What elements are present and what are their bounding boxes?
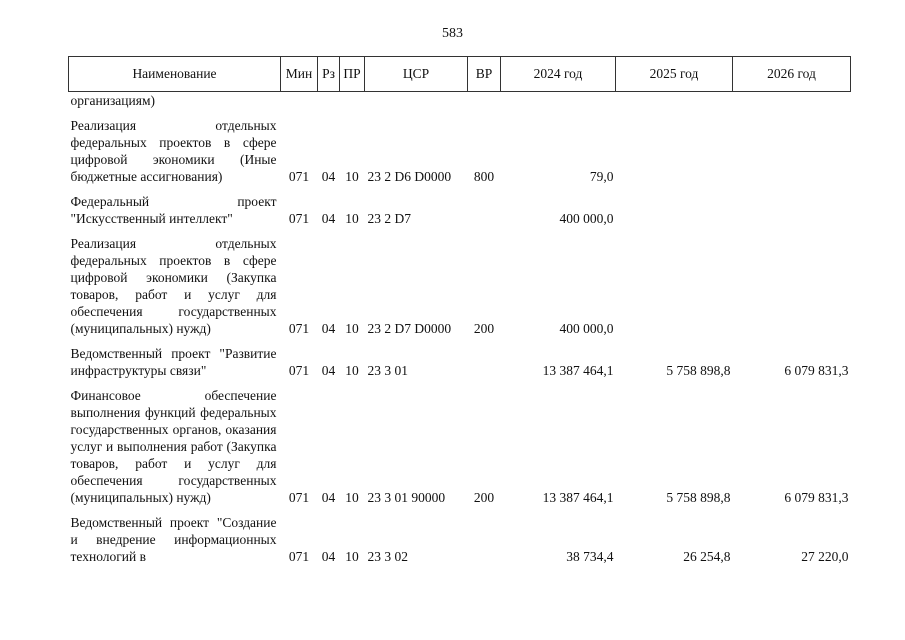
cell-name: Ведомственный проект "Развитие инфраструктуры связи" bbox=[70, 346, 277, 378]
cell-csr: 23 3 01 90000 bbox=[367, 490, 446, 505]
table-row bbox=[69, 514, 851, 565]
cell-min: 071 bbox=[288, 169, 310, 184]
cell-rz: 04 bbox=[321, 490, 336, 505]
table-row bbox=[69, 92, 851, 110]
row-spacer-cell bbox=[69, 506, 851, 514]
cell-rz: 04 bbox=[321, 169, 336, 184]
cell-csr: 23 3 02 bbox=[367, 549, 408, 564]
cell-y2024: 13 387 464,1 bbox=[542, 490, 614, 505]
budget-table bbox=[68, 56, 851, 565]
cell-y2024: 400 000,0 bbox=[559, 211, 614, 226]
cell-name: Финансовое обеспечение выполнения функций федеральных государственных органов, оказания услуг и выполнения работ (Закупка товаров, работ и услуг для обеспечения государственных (муниципальных) нужд) bbox=[70, 388, 277, 505]
row-spacer bbox=[69, 185, 851, 193]
cell-y2026 bbox=[733, 92, 851, 110]
cell-csr: 23 2 D7 bbox=[367, 211, 411, 226]
cell-min: 071 bbox=[288, 363, 310, 378]
cell-min: 071 bbox=[288, 549, 310, 564]
cell-min: 071 bbox=[288, 321, 310, 336]
cell-pr: 10 bbox=[345, 211, 359, 226]
cell-csr: 23 3 01 bbox=[367, 363, 408, 378]
cell-rz: 04 bbox=[321, 211, 336, 226]
cell-y2025 bbox=[616, 117, 733, 185]
cell-y2026: 27 220,0 bbox=[801, 549, 849, 564]
cell-name: организациям) bbox=[70, 93, 156, 108]
cell-y2025: 5 758 898,8 bbox=[666, 490, 731, 505]
cell-name: Реализация отдельных федеральных проектов в сфере цифровой экономики (Иные бюджетные ассигнования) bbox=[70, 118, 277, 184]
cell-csr: 23 2 D7 D0000 bbox=[367, 321, 452, 336]
cell-y2025 bbox=[616, 193, 733, 227]
cell-y2026: 6 079 831,3 bbox=[784, 490, 849, 505]
cell-y2026: 6 079 831,3 bbox=[784, 363, 849, 378]
row-spacer bbox=[69, 109, 851, 117]
row-spacer bbox=[69, 379, 851, 387]
cell-rz: 04 bbox=[321, 549, 336, 564]
cell-y2024: 400 000,0 bbox=[559, 321, 614, 336]
cell-y2025: 26 254,8 bbox=[683, 549, 731, 564]
cell-vr: 800 bbox=[473, 169, 495, 184]
header-2026: 2026 год bbox=[733, 57, 851, 92]
table-body bbox=[69, 92, 851, 566]
cell-rz: 04 bbox=[321, 321, 336, 336]
header-rz: Рз bbox=[318, 57, 340, 92]
header-min: Мин bbox=[281, 57, 318, 92]
cell-vr bbox=[468, 514, 501, 565]
cell-name: Федеральный проект "Искусственный интеллект" bbox=[70, 194, 277, 226]
cell-y2024 bbox=[501, 92, 616, 110]
cell-csr: 23 2 D6 D0000 bbox=[367, 169, 452, 184]
header-name: Наименование bbox=[69, 57, 281, 92]
cell-pr: 10 bbox=[345, 490, 359, 505]
table-row bbox=[69, 117, 851, 185]
cell-vr bbox=[468, 345, 501, 379]
cell-y2026 bbox=[733, 235, 851, 337]
row-spacer bbox=[69, 506, 851, 514]
header-2024: 2024 год bbox=[501, 57, 616, 92]
cell-pr: 10 bbox=[345, 321, 359, 336]
cell-name: Реализация отдельных федеральных проектов в сфере цифровой экономики (Закупка товаров, работ и услуг для обеспечения государственных (муниципальных) нужд) bbox=[70, 236, 277, 336]
cell-pr: 10 bbox=[345, 169, 359, 184]
table-row bbox=[69, 235, 851, 337]
header-2025: 2025 год bbox=[616, 57, 733, 92]
row-spacer-cell bbox=[69, 337, 851, 345]
table-row bbox=[69, 345, 851, 379]
header-pr: ПР bbox=[340, 57, 365, 92]
cell-y2025 bbox=[616, 92, 733, 110]
cell-y2026 bbox=[733, 193, 851, 227]
cell-y2025 bbox=[616, 235, 733, 337]
cell-vr: 200 bbox=[473, 321, 495, 336]
cell-min: 071 bbox=[288, 211, 310, 226]
cell-y2025: 5 758 898,8 bbox=[666, 363, 731, 378]
cell-pr bbox=[340, 92, 365, 110]
cell-pr: 10 bbox=[345, 549, 359, 564]
row-spacer-cell bbox=[69, 185, 851, 193]
cell-rz: 04 bbox=[321, 363, 336, 378]
cell-vr bbox=[468, 92, 501, 110]
row-spacer-cell bbox=[69, 227, 851, 235]
cell-vr bbox=[468, 193, 501, 227]
cell-y2024: 13 387 464,1 bbox=[542, 363, 614, 378]
row-spacer-cell bbox=[69, 109, 851, 117]
cell-pr: 10 bbox=[345, 363, 359, 378]
row-spacer-cell bbox=[69, 379, 851, 387]
header-vr: ВР bbox=[468, 57, 501, 92]
table-header-row bbox=[69, 57, 851, 92]
row-spacer bbox=[69, 337, 851, 345]
table-row bbox=[69, 193, 851, 227]
cell-vr: 200 bbox=[473, 490, 495, 505]
row-spacer bbox=[69, 227, 851, 235]
cell-min bbox=[281, 92, 318, 110]
cell-min: 071 bbox=[288, 490, 310, 505]
cell-rz bbox=[318, 92, 340, 110]
page-number: 583 bbox=[442, 26, 463, 41]
header-csr: ЦСР bbox=[365, 57, 468, 92]
cell-y2026 bbox=[733, 117, 851, 185]
cell-y2024: 38 734,4 bbox=[566, 549, 614, 564]
cell-y2024: 79,0 bbox=[589, 169, 614, 184]
table-row bbox=[69, 387, 851, 506]
cell-name: Ведомственный проект "Создание и внедрение информационных технологий в bbox=[70, 515, 277, 564]
cell-csr bbox=[365, 92, 468, 110]
